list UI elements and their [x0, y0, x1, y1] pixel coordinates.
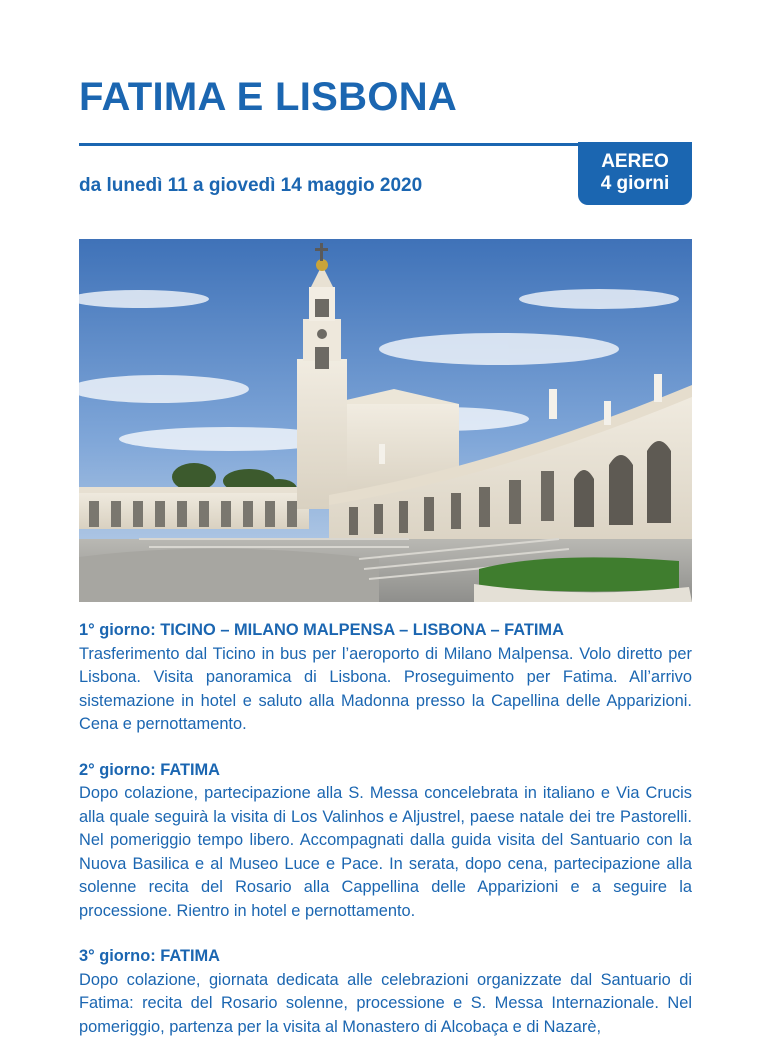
- sanctuary-illustration: [79, 239, 692, 602]
- day-2-description: Dopo colazione, partecipazione alla S. Messa concelebrata in italiano e Via Crucis alla quale seguirà la visita di Los Valinhos e Aljustrel, paese natale dei tre Pastorelli. Nel pomeriggio tempo libero. Accompagnati dalla guida visita del Santuario con la Nuova Basilica e al Museo Luce e Pace. In serata, dopo cena, partecipazione alla solenne recita del Rosario alla Cappellina delle Apparizioni e a seguire la processione. Rientro in hotel e pernottamento.: [79, 784, 692, 920]
- day-3-description: Dopo colazione, giornata dedicata alle celebrazioni organizzate dal Santuario di Fatima: recita del Rosario solenne, processione e S. Messa Internazionale. Nel pomeriggio, partenza per la visita al Monastero di Alcobaça e di Nazarè,: [79, 970, 692, 1036]
- day-2: [79, 759, 692, 924]
- day-1: [79, 619, 692, 737]
- day-3-heading: 3° giorno: FATIMA: [79, 947, 220, 965]
- day-1-heading: 1° giorno: TICINO – MILANO MALPENSA – LISBONA – FATIMA: [79, 621, 564, 639]
- sanctuary-photo: [79, 239, 692, 602]
- badge-transport: AEREO: [601, 151, 669, 172]
- day-2-heading: 2° giorno: FATIMA: [79, 760, 220, 779]
- day-1-description: Trasferimento dal Ticino in bus per l’aeroporto di Milano Malpensa. Volo diretto per Lisbona. Visita panoramica di Lisbona. Proseguimento per Fatima. All’arrivo sistemazione in hotel e saluto alla Madonna presso la Capellina delle Apparizioni. Cena e pernottamento.: [79, 644, 692, 733]
- page-title: FATIMA E LISBONA: [79, 75, 458, 119]
- travel-badge: [578, 142, 692, 205]
- day-3: [79, 945, 692, 1039]
- trip-dates: da lunedì 11 a giovedì 14 maggio 2020: [79, 175, 423, 196]
- badge-duration: 4 giorni: [600, 173, 670, 194]
- itinerary: [79, 619, 692, 1061]
